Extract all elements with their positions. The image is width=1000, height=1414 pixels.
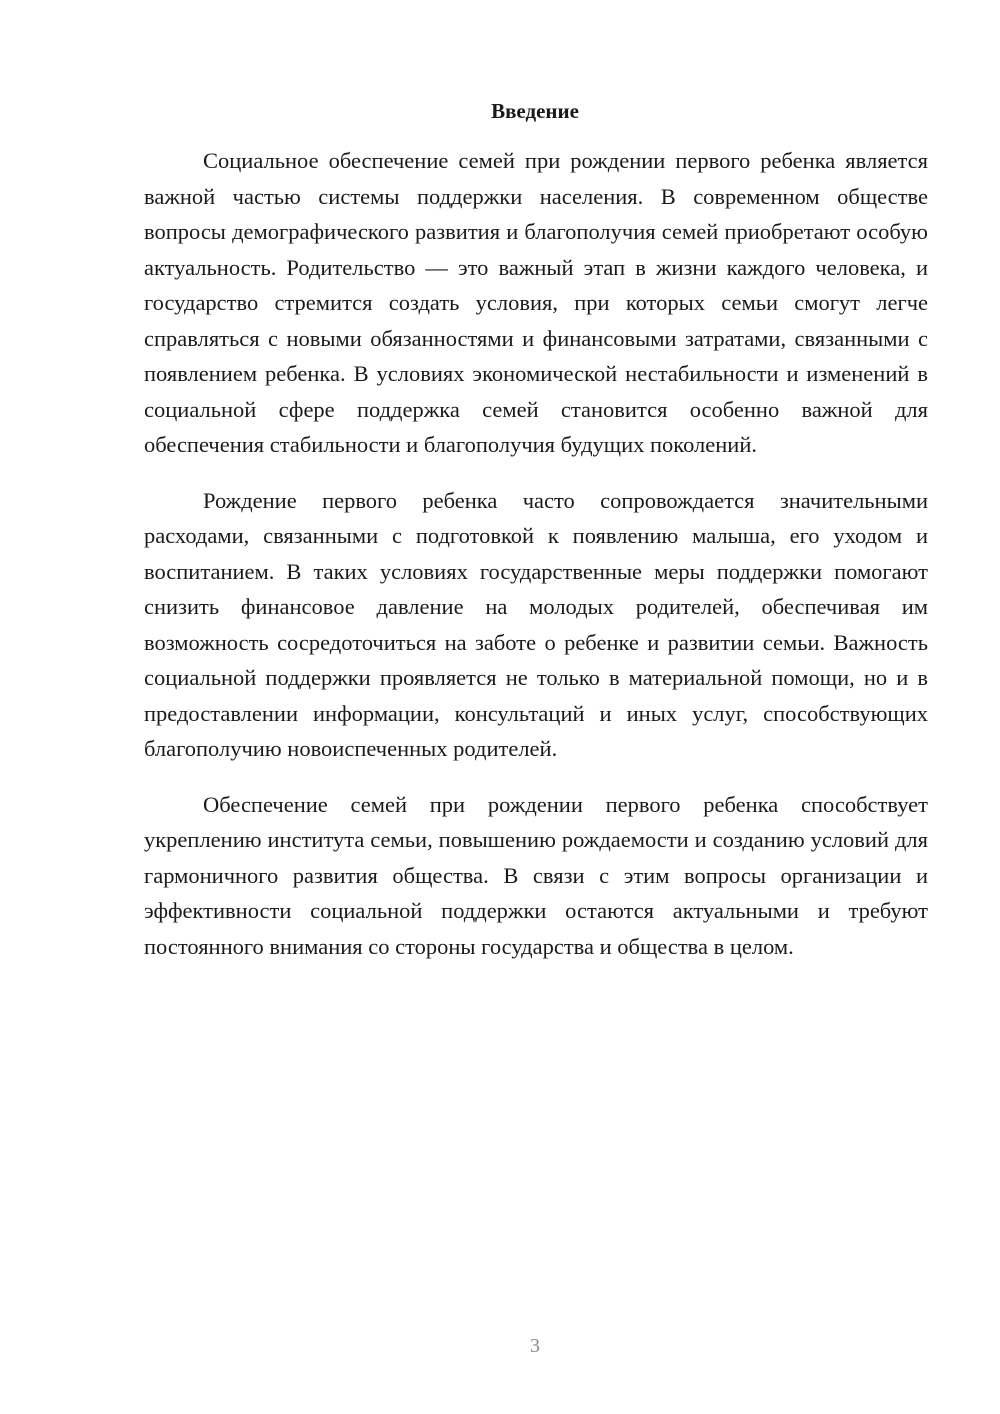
body-text xyxy=(144,143,928,984)
section-heading: Введение xyxy=(491,99,579,123)
paragraph-2: Рождение первого ребенка часто сопровождается значительными расходами, связанными с подготовкой к появлению малыша, его уходом и воспитанием. В таких условиях государственные меры поддержки помогают снизить финансовое давление на молодых родителей, обеспечивая им возможность сосредоточиться на заботе о ребенке и развитии семьи. Важность социальной поддержки проявляется не только в материальной помощи, но и в предоставлении информации, консультаций и иных услуг, способствующих благополучию новоиспеченных родителей. xyxy=(144,487,928,761)
paragraph-1: Социальное обеспечение семей при рождении первого ребенка является важной частью системы поддержки населения. В современном обществе вопросы демографического развития и благополучия семей приобретают особую актуальность. Родительство — это важный этап в жизни каждого человека, и государство стремится создать условия, при которых семьи смогут легче справляться с новыми обязанностями и финансовыми затратами, связанными с появлением ребенка. В условиях экономической нестабильности и изменений в социальной сфере поддержка семей становится особенно важной для обеспечения стабильности и благополучия будущих поколений. xyxy=(144,148,928,457)
paragraph-3: Обеспечение семей при рождении первого ребенка способствует укреплению института семьи, повышению рождаемости и созданию условий для гармоничного развития общества. В связи с этим вопросы организации и эффективности социальной поддержки остаются актуальными и требуют постоянного внимания со стороны государства и общества в целом. xyxy=(144,791,928,959)
page-number: 3 xyxy=(530,1335,540,1357)
